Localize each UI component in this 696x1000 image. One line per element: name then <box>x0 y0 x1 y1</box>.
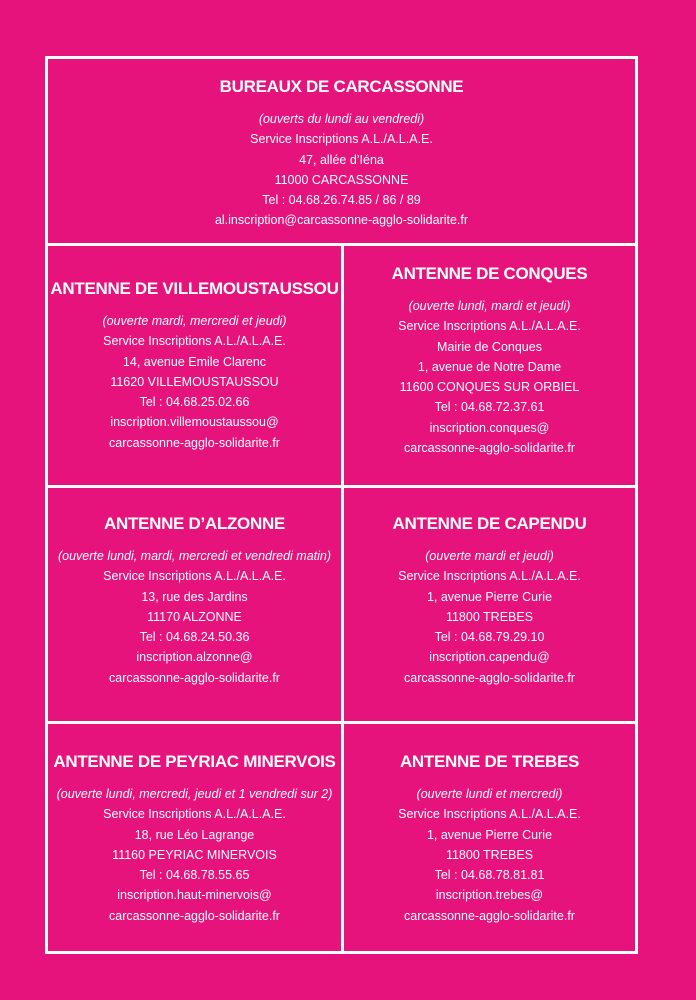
office-title: ANTENNE DE VILLEMOUSTAUSSOU <box>50 279 339 298</box>
office-email-domain[interactable]: carcassonne-agglo-solidarite.fr <box>404 908 575 923</box>
office-email-domain[interactable]: carcassonne-agglo-solidarite.fr <box>109 908 280 923</box>
office-title: ANTENNE DE CAPENDU <box>392 514 587 533</box>
office-villemoustaussou <box>48 246 341 485</box>
office-service: Service Inscriptions A.L./A.L.A.E. <box>250 132 433 147</box>
office-email-domain[interactable]: carcassonne-agglo-solidarite.fr <box>404 441 575 456</box>
office-email[interactable]: inscription.haut-minervois@ <box>117 888 272 903</box>
office-email[interactable]: inscription.conques@ <box>429 420 550 435</box>
office-title: ANTENNE DE PEYRIAC MINERVOIS <box>53 752 336 771</box>
office-title: BUREAUX DE CARCASSONNE <box>219 77 464 96</box>
office-service: Service Inscriptions A.L./A.L.A.E. <box>103 334 286 349</box>
office-phone: Tel : 04.68.79.29.10 <box>434 630 545 645</box>
office-hours: (ouverte lundi, mercredi, jeudi et 1 vendredi sur 2) <box>56 787 333 801</box>
office-title: ANTENNE DE TREBES <box>399 752 580 771</box>
office-service: Service Inscriptions A.L./A.L.A.E. <box>398 807 581 822</box>
office-peyriac-minervois <box>48 724 341 951</box>
office-phone: Tel : 04.68.26.74.85 / 86 / 89 <box>262 193 421 208</box>
office-trebes <box>344 724 635 951</box>
office-city: 11170 ALZONNE <box>147 609 242 624</box>
office-email-domain[interactable]: carcassonne-agglo-solidarite.fr <box>404 670 575 685</box>
office-location: Mairie de Conques <box>437 339 542 354</box>
office-street: 1, avenue Pierre Curie <box>426 589 553 604</box>
office-hours: (ouverte mardi et jeudi) <box>425 549 554 563</box>
office-city: 11160 PEYRIAC MINERVOIS <box>112 847 277 862</box>
office-title: ANTENNE DE CONQUES <box>391 264 588 283</box>
office-email-domain[interactable]: carcassonne-agglo-solidarite.fr <box>109 435 280 450</box>
office-phone: Tel : 04.68.78.81.81 <box>434 868 545 883</box>
office-email[interactable]: inscription.alzonne@ <box>136 650 253 665</box>
office-city: 11800 TREBES <box>445 609 534 624</box>
office-phone: Tel : 04.68.24.50.36 <box>139 630 250 645</box>
office-service: Service Inscriptions A.L./A.L.A.E. <box>103 569 286 584</box>
office-capendu <box>344 488 635 721</box>
office-city: 11800 TREBES <box>445 847 534 862</box>
office-alzonne <box>48 488 341 721</box>
office-hours: (ouverte lundi, mardi, mercredi et vendredi matin) <box>57 549 332 563</box>
office-street: 18, rue Léo Lagrange <box>134 827 255 842</box>
office-email[interactable]: al.inscription@carcassonne-agglo-solidarite.fr <box>214 213 469 228</box>
office-street: 1, avenue de Notre Dame <box>417 359 562 374</box>
office-email-domain[interactable]: carcassonne-agglo-solidarite.fr <box>109 670 280 685</box>
office-hours: (ouverts du lundi au vendredi) <box>258 112 425 126</box>
office-street: 13, rue des Jardins <box>141 589 248 604</box>
office-hours: (ouverte mardi, mercredi et jeudi) <box>102 314 287 328</box>
office-hours: (ouverte lundi et mercredi) <box>416 787 563 801</box>
office-email[interactable]: inscription.villemoustaussou@ <box>110 415 279 430</box>
office-city: 11000 CARCASSONNE <box>274 172 409 187</box>
office-city: 11600 CONQUES SUR ORBIEL <box>399 380 580 395</box>
office-street: 47, allée d’Iéna <box>299 152 384 167</box>
office-email[interactable]: inscription.trebes@ <box>435 888 544 903</box>
office-phone: Tel : 04.68.25.02.66 <box>139 395 250 410</box>
office-service: Service Inscriptions A.L./A.L.A.E. <box>398 569 581 584</box>
office-service: Service Inscriptions A.L./A.L.A.E. <box>398 319 581 334</box>
office-conques <box>344 246 635 485</box>
office-city: 11620 VILLEMOUSTAUSSOU <box>110 374 279 389</box>
office-email[interactable]: inscription.capendu@ <box>429 650 550 665</box>
office-street: 14, avenue Emile Clarenc <box>122 354 267 369</box>
office-hours: (ouverte lundi, mardi et jeudi) <box>408 299 571 313</box>
office-carcassonne <box>48 59 635 243</box>
office-service: Service Inscriptions A.L./A.L.A.E. <box>103 807 286 822</box>
office-phone: Tel : 04.68.72.37.61 <box>434 400 545 415</box>
office-street: 1, avenue Pierre Curie <box>426 827 553 842</box>
office-phone: Tel : 04.68.78.55.65 <box>139 868 250 883</box>
office-title: ANTENNE D’ALZONNE <box>104 514 285 533</box>
